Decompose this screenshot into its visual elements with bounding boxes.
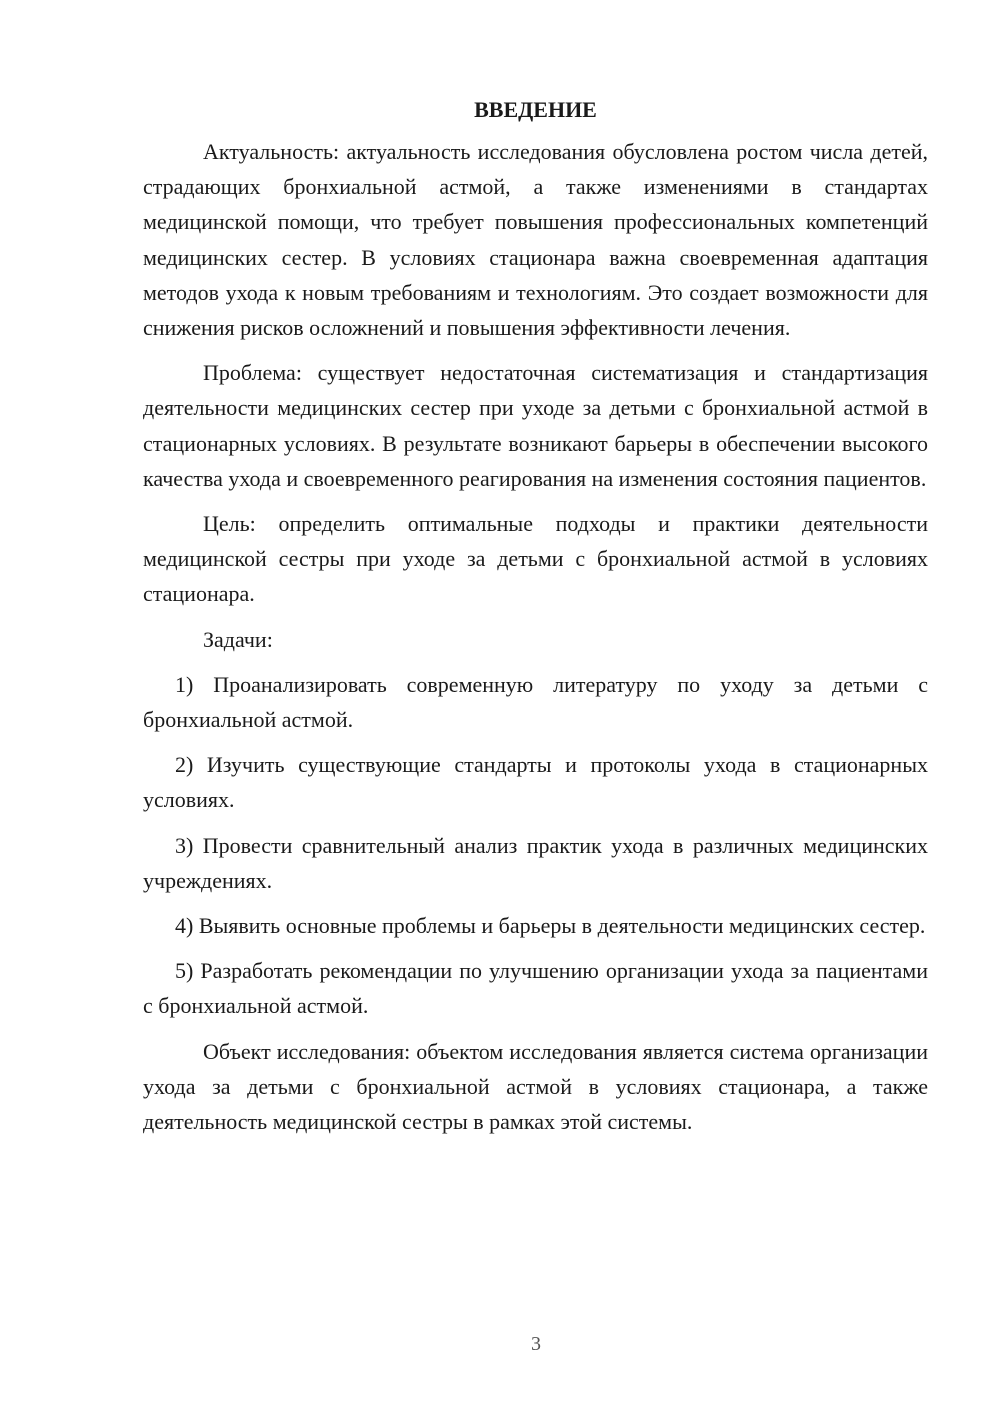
task-item: 1) Проанализировать современную литературу по уходу за детьми с бронхиальной астмой. bbox=[143, 671, 928, 733]
task-item: 4) Выявить основные проблемы и барьеры в деятельности медицинских сестер. bbox=[175, 913, 926, 939]
tasks-list bbox=[143, 667, 928, 1024]
goal-paragraph: Цель: определить оптимальные подходы и практики деятельности медицинской сестры при уходе за детьми с бронхиальной астмой в условиях стационара. bbox=[143, 511, 928, 607]
relevance-paragraph: Актуальность: актуальность исследования обусловлена ростом числа детей, страдающих бронхиальной астмой, а также изменениями в стандартах медицинской помощи, что требует повышения профессиональных компетенций медицинских сестер. В условиях стационара важна своевременная адаптация методов ухода к новым требованиям и технологиям. Это создает возможности для снижения рисков осложнений и повышения эффективности лечения. bbox=[143, 139, 928, 341]
object-paragraph: Объект исследования: объектом исследования является система организации ухода за детьми с бронхиальной астмой в условиях стационара, а также деятельность медицинской сестры в рамках этой системы. bbox=[143, 1038, 928, 1135]
page-content bbox=[143, 92, 928, 1149]
tasks-heading: Задачи: bbox=[203, 626, 273, 652]
section-title: ВВЕДЕНИЕ bbox=[474, 97, 597, 122]
problem-paragraph: Проблема: существует недостаточная систематизация и стандартизация деятельности медицинских сестер при уходе за детьми с бронхиальной астмой в стационарных условиях. В результате возникают барьеры в обеспечении высокого качества ухода и своевременного реагирования на изменения состояния пациентов. bbox=[143, 360, 928, 491]
task-item: 5) Разработать рекомендации по улучшению организации ухода за пациентами с бронхиальной астмой. bbox=[143, 958, 928, 1019]
page-number: 3 bbox=[531, 1333, 541, 1355]
task-item: 3) Провести сравнительный анализ практик ухода в различных медицинских учреждениях. bbox=[143, 832, 928, 893]
task-item: 2) Изучить существующие стандарты и протоколы ухода в стационарных условиях. bbox=[143, 752, 928, 813]
